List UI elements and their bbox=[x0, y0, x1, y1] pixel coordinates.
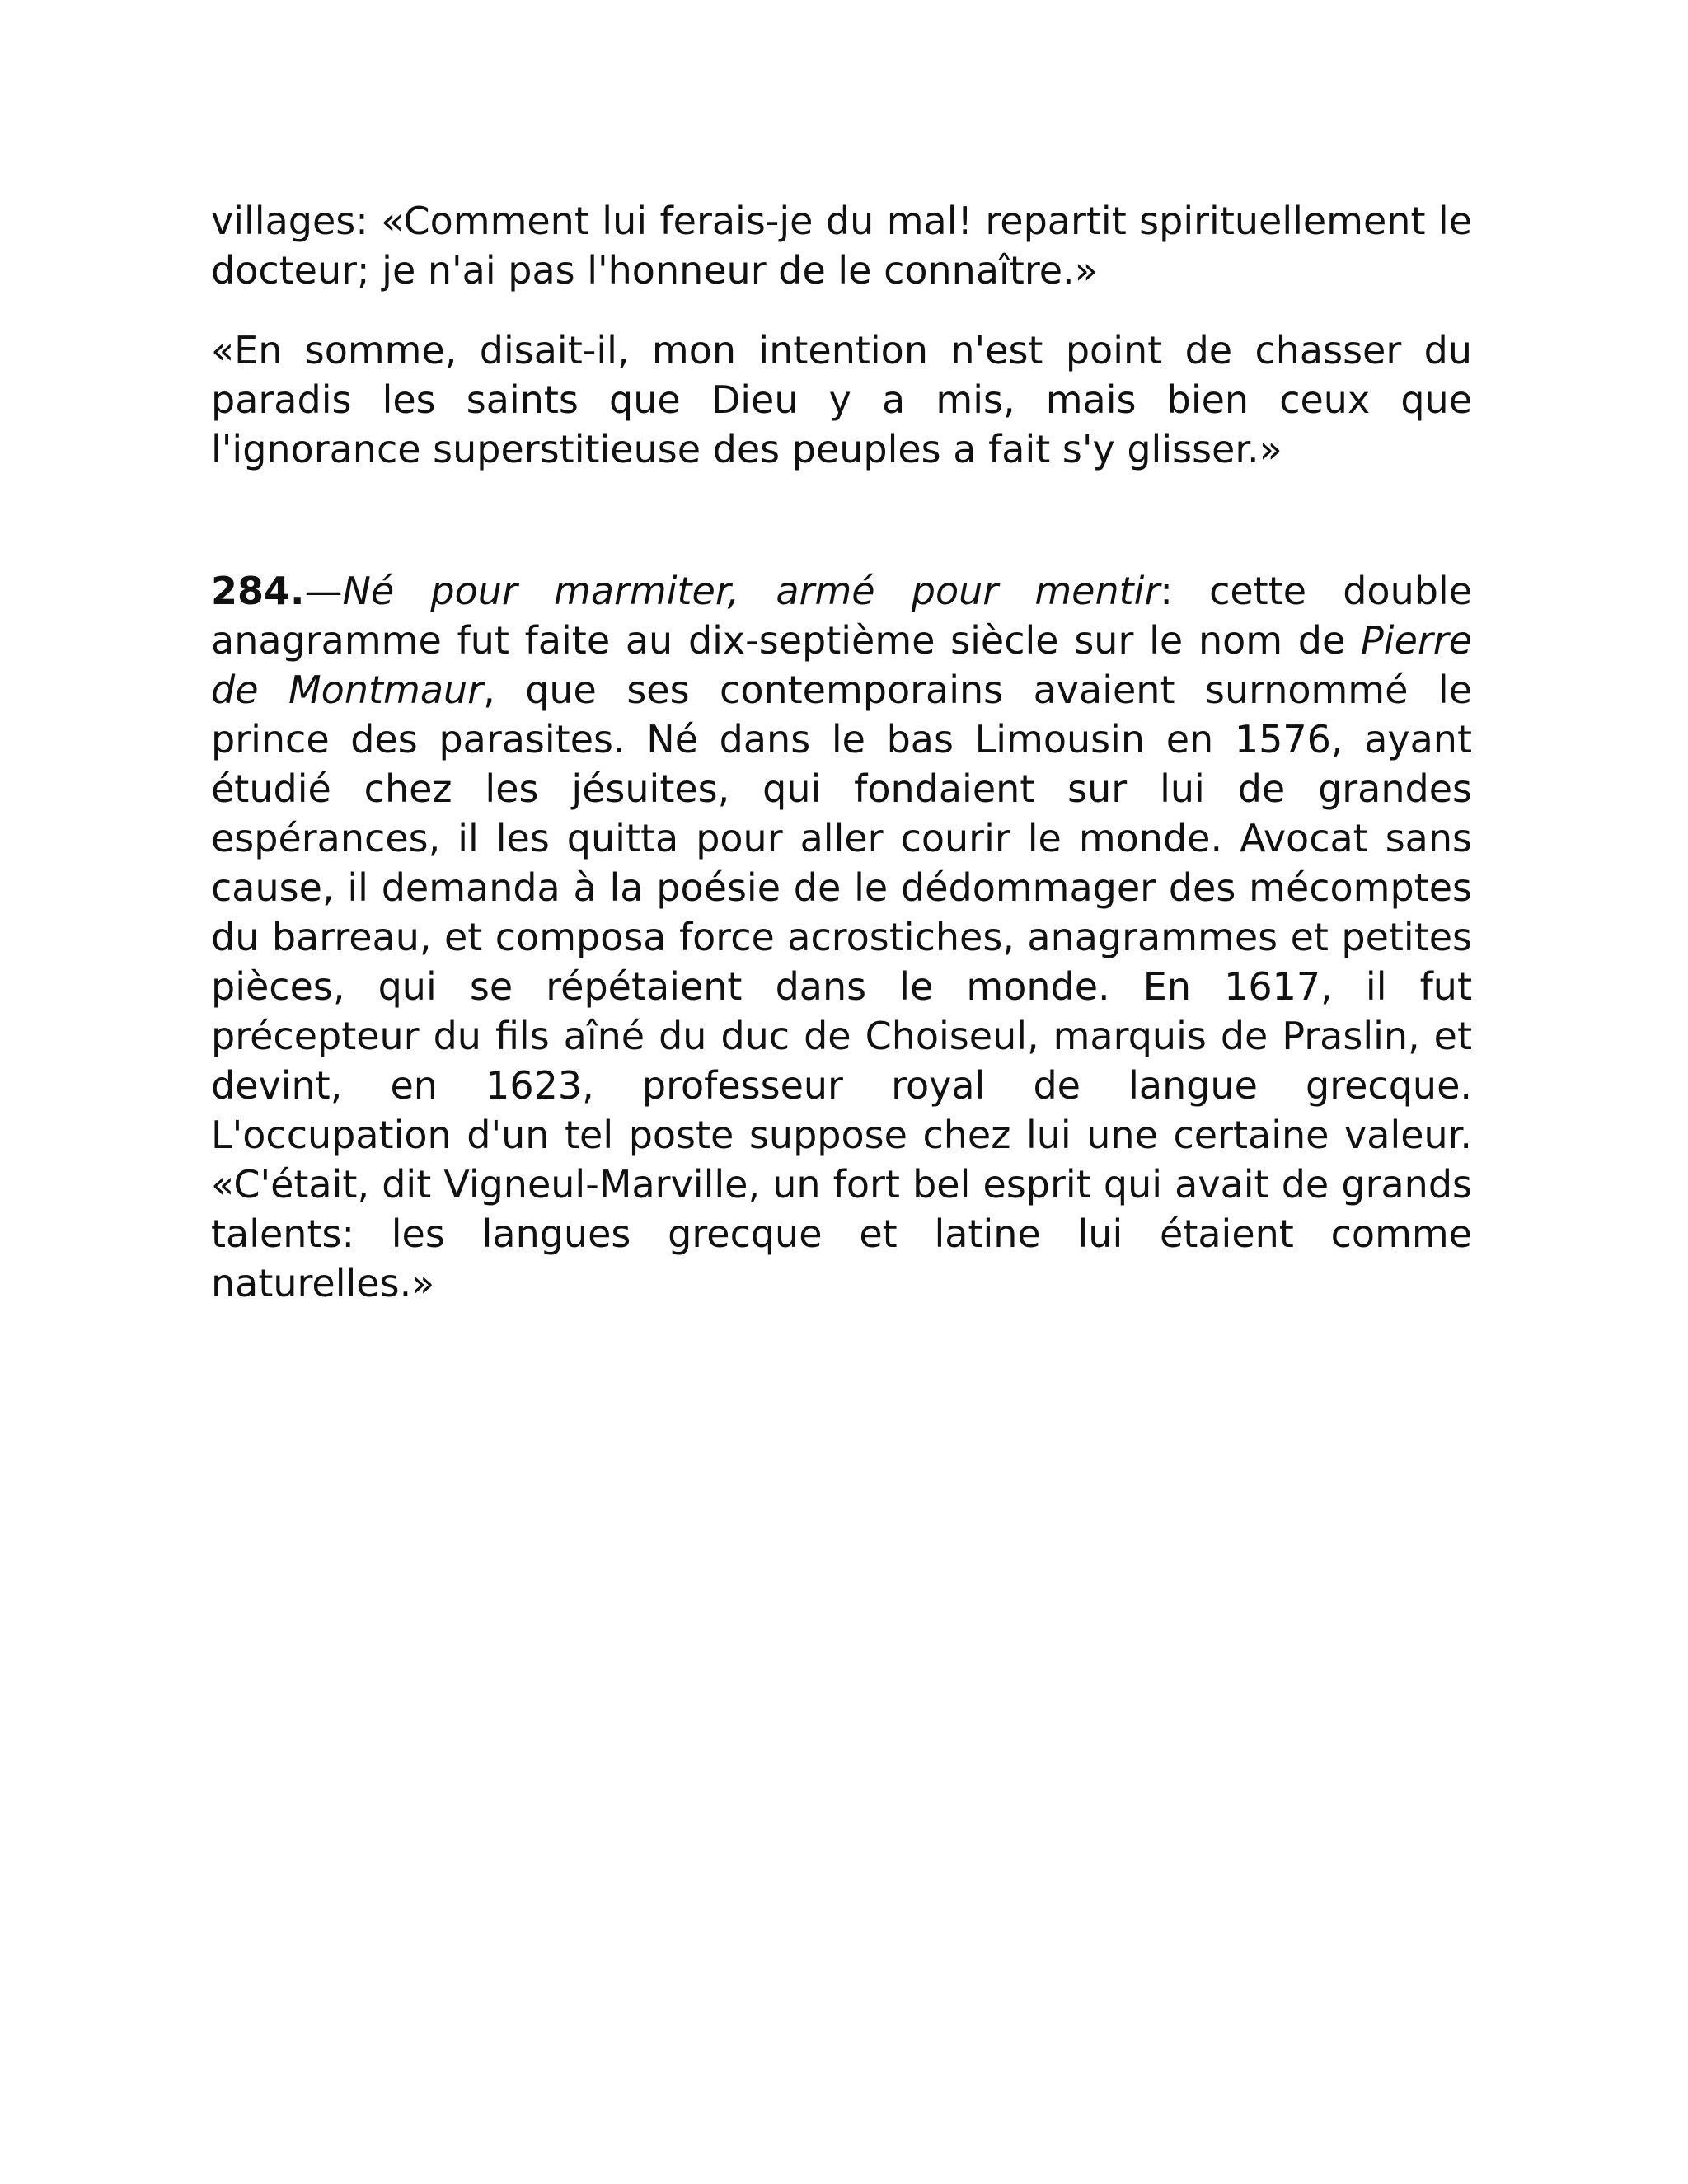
entry-284-paragraph bbox=[211, 566, 1472, 1308]
paragraph-paradis-quote: «En somme, disait-il, mon intention n'est point de chasser du paradis les saints que Dieu y a mis, mais bien ceux que l'ignorance superstitieuse des peuples a fait s'y glisser.» bbox=[211, 328, 1472, 471]
entry-text-part-2: , que ses contemporains avaient surnommé le prince des parasites. Né dans le bas Limousin en 1576, ayant étudié chez les jésuites, qui fondaient sur lui de grandes espérances, il les quitta pour aller courir le monde. Avocat sans cause, il demanda à la poésie de le dédommager des mécomptes du barreau, et composa force acrostiches, anagrammes et petites pièces, qui se répétaient dans le monde. En 1617, il fut précepteur du fils aîné du duc de Choiseul, marquis de Praslin, et devint, en 1623, professeur royal de langue grecque. L'occupation d'un tel poste suppose chez lui une certaine valeur. «C'était, dit Vigneul-Marville, un fort bel esprit qui avait de grands talents: les langues grecque et latine lui étaient comme naturelles.» bbox=[211, 668, 1472, 1305]
entry-person-name: Pierre de Montmaur bbox=[211, 618, 1472, 712]
entry-number: 284. bbox=[211, 569, 305, 613]
entry-anagram: Né pour marmiter, armé pour mentir bbox=[342, 569, 1160, 613]
document-page bbox=[211, 196, 1472, 1308]
entry-text-part-1: : cette double anagramme fut faite au dix-septième siècle sur le nom de bbox=[211, 569, 1473, 663]
entry-dash: — bbox=[304, 569, 343, 613]
paragraph-villages-quote: villages: «Comment lui ferais-je du mal! repartit spirituellement le docteur; je n'ai pas l'honneur de le connaître.» bbox=[211, 199, 1472, 293]
